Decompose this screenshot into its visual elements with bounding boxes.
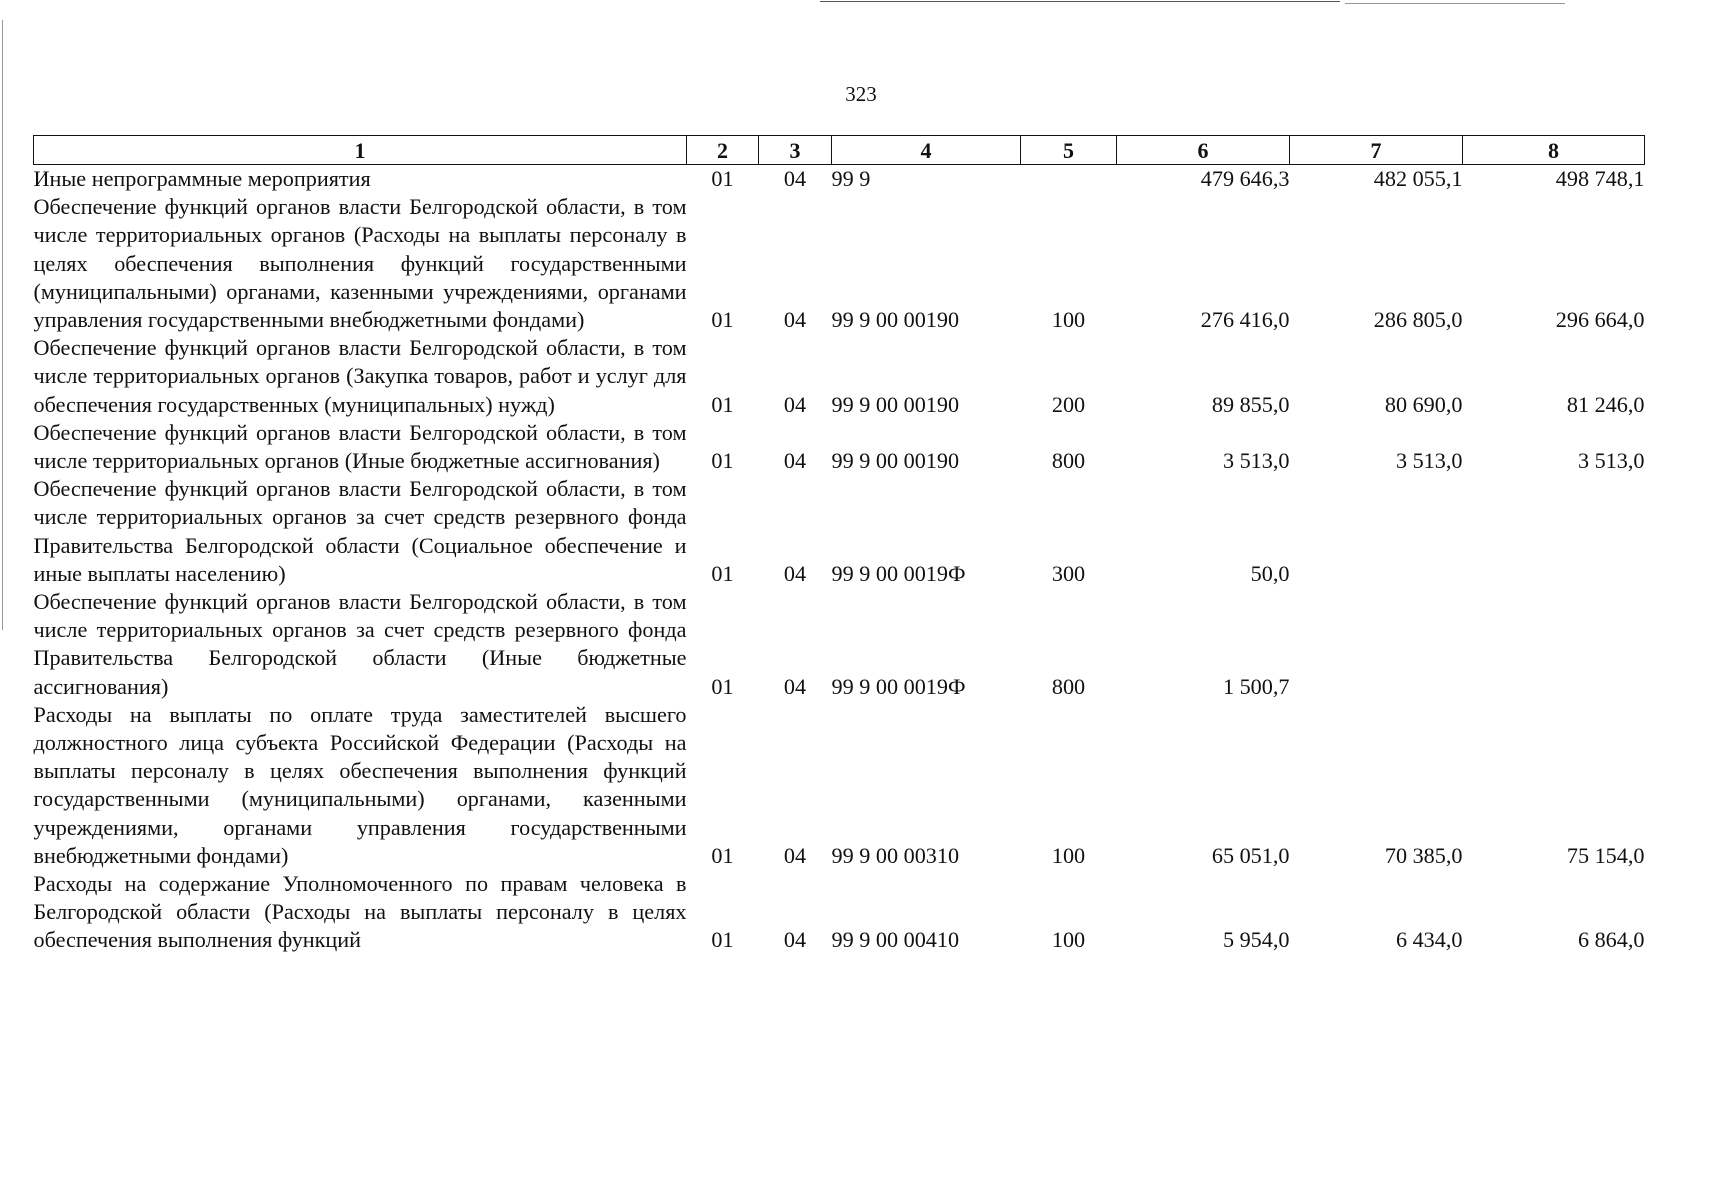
row-amount-col7 bbox=[1290, 588, 1463, 701]
row-amount-col6: 89 855,0 bbox=[1211, 391, 1290, 417]
row-amount-col8 bbox=[1463, 588, 1645, 701]
row-section-code: 01 bbox=[711, 842, 734, 868]
row-amount-col7: 80 690,0 bbox=[1384, 391, 1463, 417]
row-subsection-code: 04 bbox=[783, 391, 807, 417]
row-amount-col6: 50,0 bbox=[1250, 560, 1290, 586]
table-row bbox=[34, 334, 1645, 419]
row-subsection-code: 04 bbox=[783, 673, 807, 699]
row-section-code: 01 bbox=[711, 166, 734, 191]
row-section-code: 01 bbox=[711, 673, 734, 699]
row-amount-col6: 3 513,0 bbox=[1222, 448, 1290, 474]
row-amount-col8 bbox=[1463, 475, 1645, 588]
header-col-5: 5 bbox=[1021, 136, 1117, 165]
row-amount-col8: 296 664,0 bbox=[1555, 307, 1645, 333]
row-expense-type: 800 bbox=[1051, 448, 1086, 474]
row-amount-col6: 1 500,7 bbox=[1222, 673, 1290, 699]
row-target-code: 99 9 00 0019Ф bbox=[831, 560, 966, 586]
row-expense-type: 100 bbox=[1051, 842, 1086, 868]
row-amount-col8: 498 748,1 bbox=[1555, 166, 1645, 191]
row-amount-col7: 286 805,0 bbox=[1373, 307, 1463, 333]
header-col-8: 8 bbox=[1463, 136, 1645, 165]
row-amount-col7: 482 055,1 bbox=[1373, 166, 1463, 191]
row-description: Обеспечение функций органов власти Белгородской области, в том числе территориальных органов за счет средств резервного фонда Правительства Белгородской области (Социальное обеспечение и иные выплаты населению) bbox=[33, 476, 687, 586]
row-amount-col8: 75 154,0 bbox=[1566, 842, 1645, 868]
row-target-code: 99 9 bbox=[831, 166, 871, 191]
row-amount-col8: 3 513,0 bbox=[1577, 448, 1645, 474]
header-row bbox=[34, 136, 1645, 165]
table-row bbox=[34, 870, 1645, 955]
scan-edge-top bbox=[820, 1, 1340, 2]
row-description: Расходы на выплаты по оплате труда заместителей высшего должностного лица субъекта Российской Федерации (Расходы на выплаты персоналу в целях обеспечения выполнения функций государственными (муниципальными) органами, казенными учреждениями, органами управления государственными внебюджетными фондами) bbox=[33, 701, 687, 868]
row-description: Обеспечение функций органов власти Белгородской области, в том числе территориальных органов за счет средств резервного фонда Правительства Белгородской области (Иные бюджетные ассигнования) bbox=[33, 589, 687, 699]
row-description: Обеспечение функций органов власти Белгородской области, в том числе территориальных органов (Расходы на выплаты персоналу в целях обеспечения выполнения функций государственными (муниципальными) органами, казенными учреждениями, органами управления государственными внебюджетными фондами) bbox=[33, 194, 687, 333]
row-expense-type bbox=[1021, 165, 1117, 194]
row-description: Обеспечение функций органов власти Белгородской области, в том числе территориальных органов (Иные бюджетные ассигнования) bbox=[33, 419, 687, 474]
row-amount-col6: 276 416,0 bbox=[1200, 307, 1290, 333]
row-amount-col6: 479 646,3 bbox=[1200, 166, 1290, 191]
row-target-code: 99 9 00 00190 bbox=[831, 307, 960, 333]
row-description: Расходы на содержание Уполномоченного по правам человека в Белгородской области (Расходы на выплаты персоналу в целях обеспечения выполнения функций bbox=[33, 871, 687, 953]
row-expense-type: 800 bbox=[1051, 673, 1086, 699]
header-col-7: 7 bbox=[1290, 136, 1463, 165]
row-amount-col6: 5 954,0 bbox=[1222, 927, 1290, 953]
table-row bbox=[34, 419, 1645, 475]
header-col-2: 2 bbox=[687, 136, 759, 165]
scan-edge-left bbox=[2, 20, 3, 630]
row-subsection-code: 04 bbox=[783, 307, 807, 333]
row-subsection-code: 04 bbox=[783, 842, 807, 868]
row-section-code: 01 bbox=[711, 560, 734, 586]
row-target-code: 99 9 00 00310 bbox=[831, 842, 960, 868]
table-body bbox=[34, 165, 1645, 955]
row-section-code: 01 bbox=[711, 448, 734, 474]
table-row bbox=[34, 701, 1645, 870]
table-row bbox=[34, 588, 1645, 701]
table-row bbox=[34, 165, 1645, 194]
row-subsection-code: 04 bbox=[783, 560, 807, 586]
row-expense-type: 100 bbox=[1051, 307, 1086, 333]
row-amount-col7: 3 513,0 bbox=[1395, 448, 1463, 474]
row-subsection-code: 04 bbox=[783, 166, 807, 191]
table-row bbox=[34, 193, 1645, 334]
row-section-code: 01 bbox=[711, 927, 734, 953]
row-target-code: 99 9 00 0019Ф bbox=[831, 673, 966, 699]
table-header bbox=[34, 136, 1645, 165]
row-expense-type: 300 bbox=[1051, 560, 1086, 586]
row-target-code: 99 9 00 00410 bbox=[831, 927, 960, 953]
row-subsection-code: 04 bbox=[783, 448, 807, 474]
row-amount-col7: 6 434,0 bbox=[1395, 927, 1463, 953]
table-row bbox=[34, 475, 1645, 588]
row-target-code: 99 9 00 00190 bbox=[831, 391, 960, 417]
row-expense-type: 200 bbox=[1051, 391, 1086, 417]
row-description: Иные непрограммные мероприятия bbox=[33, 166, 371, 191]
header-col-6: 6 bbox=[1117, 136, 1290, 165]
row-description: Обеспечение функций органов власти Белгородской области, в том числе территориальных органов (Закупка товаров, работ и услуг для обеспечения государственных (муниципальных) нужд) bbox=[33, 335, 687, 417]
row-amount-col7 bbox=[1290, 475, 1463, 588]
page-number: 323 bbox=[845, 82, 877, 106]
header-col-4: 4 bbox=[832, 136, 1021, 165]
row-subsection-code: 04 bbox=[783, 927, 807, 953]
row-amount-col7: 70 385,0 bbox=[1384, 842, 1463, 868]
budget-table bbox=[33, 135, 1645, 955]
header-col-3: 3 bbox=[759, 136, 832, 165]
row-amount-col6: 65 051,0 bbox=[1211, 842, 1290, 868]
row-amount-col8: 6 864,0 bbox=[1577, 927, 1645, 953]
row-section-code: 01 bbox=[711, 391, 734, 417]
row-amount-col8: 81 246,0 bbox=[1566, 391, 1645, 417]
scan-edge-top-secondary bbox=[1345, 3, 1565, 4]
header-col-1: 1 bbox=[34, 136, 687, 165]
row-expense-type: 100 bbox=[1051, 927, 1086, 953]
row-target-code: 99 9 00 00190 bbox=[831, 448, 960, 474]
row-section-code: 01 bbox=[711, 307, 734, 333]
